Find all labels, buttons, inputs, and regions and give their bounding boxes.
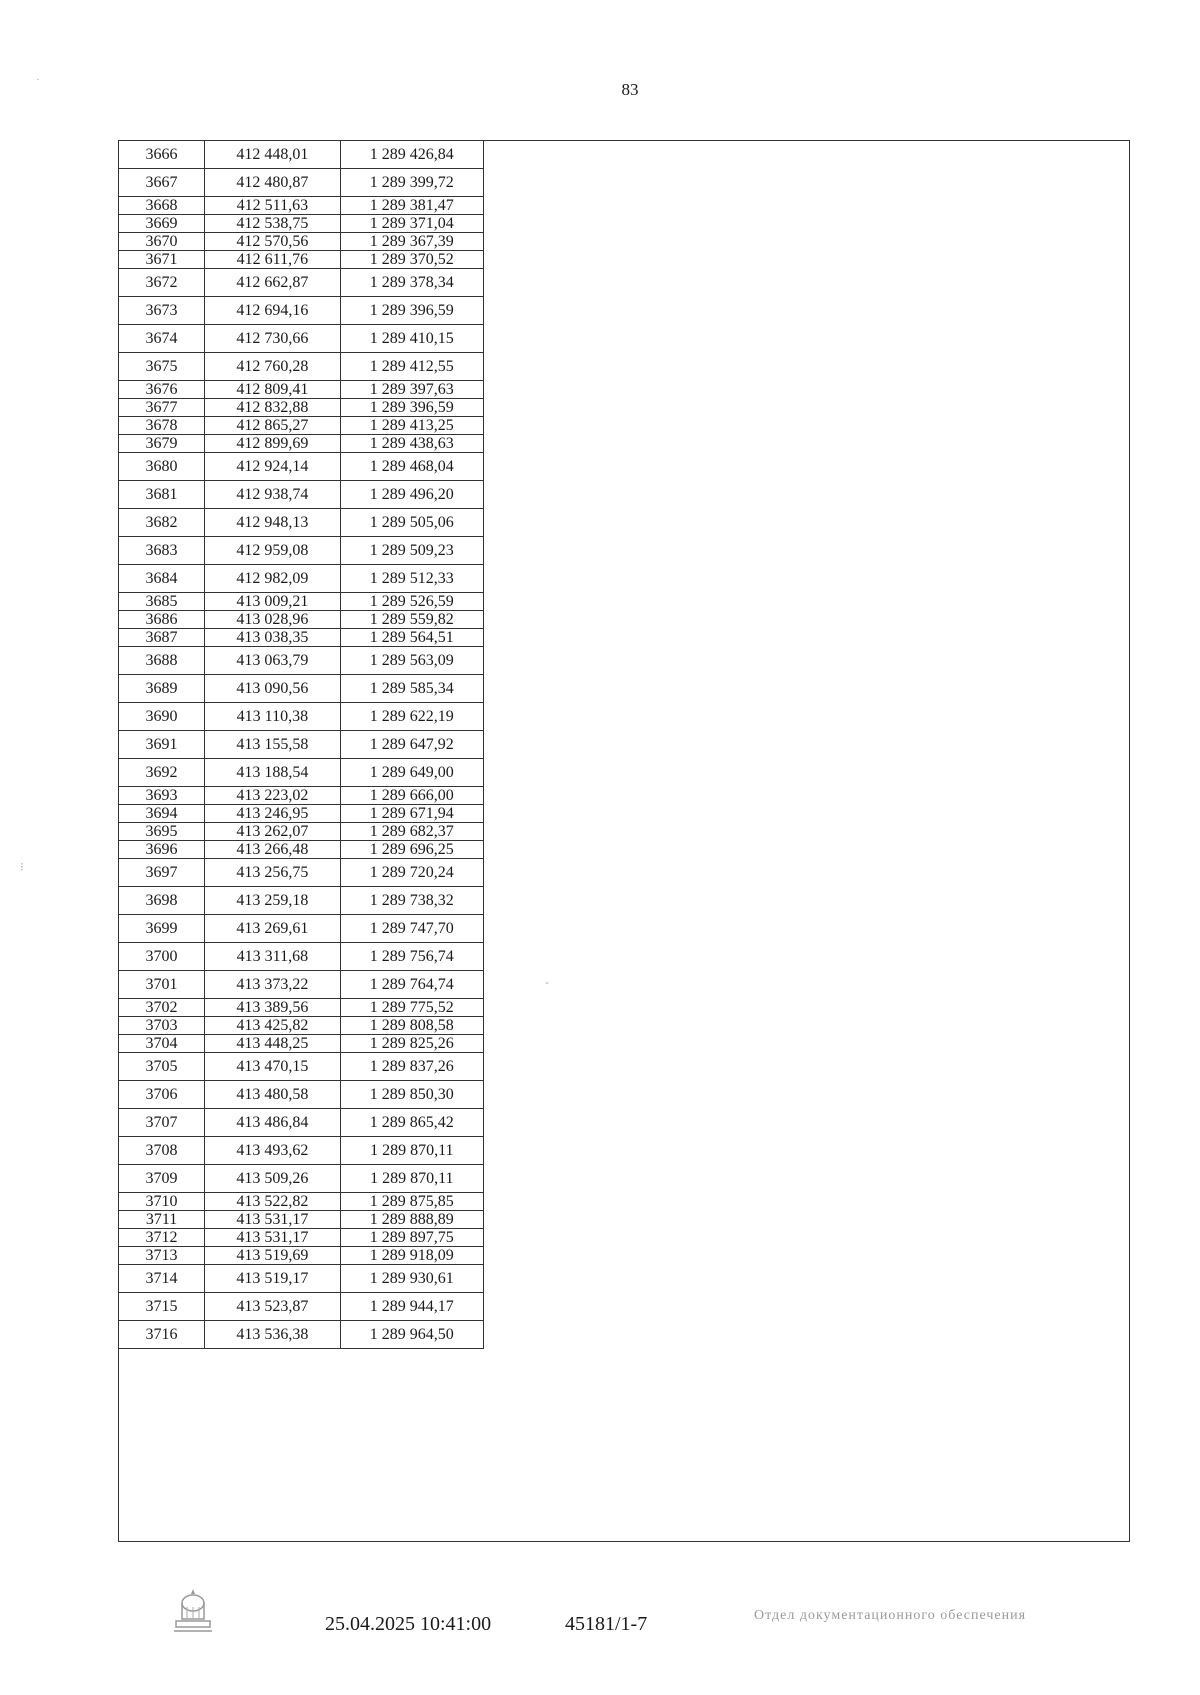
table-row — [119, 805, 484, 823]
point-number-cell: 3679 — [119, 435, 205, 453]
point-number-cell: 3699 — [119, 915, 205, 943]
coord-x-cell: 412 899,69 — [205, 435, 341, 453]
coord-y-cell: 1 289 396,59 — [340, 399, 483, 417]
table-row — [119, 1321, 484, 1349]
coord-y-cell: 1 289 622,19 — [340, 703, 483, 731]
coord-x-cell: 413 063,79 — [205, 647, 341, 675]
point-number-cell: 3685 — [119, 593, 205, 611]
table-row — [119, 1081, 484, 1109]
point-number-cell: 3676 — [119, 381, 205, 399]
coord-x-cell: 412 924,14 — [205, 453, 341, 481]
table-row — [119, 915, 484, 943]
table-row — [119, 1265, 484, 1293]
coord-x-cell: 413 519,17 — [205, 1265, 341, 1293]
coord-y-cell: 1 289 808,58 — [340, 1017, 483, 1035]
point-number-cell: 3700 — [119, 943, 205, 971]
coord-x-cell: 412 948,13 — [205, 509, 341, 537]
point-number-cell: 3711 — [119, 1211, 205, 1229]
coord-y-cell: 1 289 370,52 — [340, 251, 483, 269]
coord-x-cell: 413 531,17 — [205, 1211, 341, 1229]
coord-y-cell: 1 289 918,09 — [340, 1247, 483, 1265]
coord-y-cell: 1 289 371,04 — [340, 215, 483, 233]
coord-y-cell: 1 289 944,17 — [340, 1293, 483, 1321]
point-number-cell: 3714 — [119, 1265, 205, 1293]
coord-y-cell: 1 289 666,00 — [340, 787, 483, 805]
point-number-cell: 3696 — [119, 841, 205, 859]
coord-y-cell: 1 289 512,33 — [340, 565, 483, 593]
coord-x-cell: 412 570,56 — [205, 233, 341, 251]
coord-x-cell: 412 832,88 — [205, 399, 341, 417]
coord-y-cell: 1 289 682,37 — [340, 823, 483, 841]
coord-x-cell: 413 531,17 — [205, 1229, 341, 1247]
table-row — [119, 269, 484, 297]
coord-y-cell: 1 289 870,11 — [340, 1137, 483, 1165]
coord-x-cell: 413 256,75 — [205, 859, 341, 887]
table-row — [119, 823, 484, 841]
coord-x-cell: 412 511,63 — [205, 197, 341, 215]
coord-x-cell: 412 959,08 — [205, 537, 341, 565]
coord-y-cell: 1 289 426,84 — [340, 141, 483, 169]
coord-x-cell: 413 246,95 — [205, 805, 341, 823]
point-number-cell: 3689 — [119, 675, 205, 703]
table-row — [119, 565, 484, 593]
table-row — [119, 481, 484, 509]
point-number-cell: 3698 — [119, 887, 205, 915]
coord-x-cell: 413 262,07 — [205, 823, 341, 841]
point-number-cell: 3697 — [119, 859, 205, 887]
table-row — [119, 297, 484, 325]
coord-x-cell: 413 110,38 — [205, 703, 341, 731]
table-row — [119, 1193, 484, 1211]
coord-y-cell: 1 289 875,85 — [340, 1193, 483, 1211]
coord-x-cell: 413 425,82 — [205, 1017, 341, 1035]
table-row — [119, 1293, 484, 1321]
coord-y-cell: 1 289 397,63 — [340, 381, 483, 399]
coord-y-cell: 1 289 509,23 — [340, 537, 483, 565]
coord-x-cell: 413 486,84 — [205, 1109, 341, 1137]
coord-x-cell: 413 266,48 — [205, 841, 341, 859]
coord-y-cell: 1 289 720,24 — [340, 859, 483, 887]
coord-y-cell: 1 289 438,63 — [340, 435, 483, 453]
table-row — [119, 731, 484, 759]
coord-y-cell: 1 289 559,82 — [340, 611, 483, 629]
coord-y-cell: 1 289 413,25 — [340, 417, 483, 435]
point-number-cell: 3704 — [119, 1035, 205, 1053]
coord-x-cell: 413 448,25 — [205, 1035, 341, 1053]
page-number: 83 — [621, 80, 639, 99]
table-row — [119, 417, 484, 435]
footer-doc-code: 45181/1-7 — [565, 1613, 648, 1635]
point-number-cell: 3670 — [119, 233, 205, 251]
table-row — [119, 703, 484, 731]
coord-y-cell: 1 289 837,26 — [340, 1053, 483, 1081]
point-number-cell: 3677 — [119, 399, 205, 417]
point-number-cell: 3687 — [119, 629, 205, 647]
table-row — [119, 1211, 484, 1229]
coord-y-cell: 1 289 496,20 — [340, 481, 483, 509]
point-number-cell: 3715 — [119, 1293, 205, 1321]
point-number-cell: 3674 — [119, 325, 205, 353]
coord-y-cell: 1 289 850,30 — [340, 1081, 483, 1109]
coord-x-cell: 413 519,69 — [205, 1247, 341, 1265]
point-number-cell: 3675 — [119, 353, 205, 381]
coordinates-table-body — [119, 141, 484, 1349]
coord-y-cell: 1 289 865,42 — [340, 1109, 483, 1137]
table-row — [119, 943, 484, 971]
emblem-icon — [172, 1585, 214, 1635]
coord-y-cell: 1 289 399,72 — [340, 169, 483, 197]
table-row — [119, 1137, 484, 1165]
coord-x-cell: 413 389,56 — [205, 999, 341, 1017]
coord-y-cell: 1 289 378,34 — [340, 269, 483, 297]
coord-y-cell: 1 289 410,15 — [340, 325, 483, 353]
table-row — [119, 1053, 484, 1081]
point-number-cell: 3701 — [119, 971, 205, 999]
coord-y-cell: 1 289 585,34 — [340, 675, 483, 703]
point-number-cell: 3682 — [119, 509, 205, 537]
coord-y-cell: 1 289 738,32 — [340, 887, 483, 915]
point-number-cell: 3667 — [119, 169, 205, 197]
coord-x-cell: 412 938,74 — [205, 481, 341, 509]
coord-x-cell: 412 448,01 — [205, 141, 341, 169]
coord-x-cell: 413 493,62 — [205, 1137, 341, 1165]
table-row — [119, 1229, 484, 1247]
coord-x-cell: 412 694,16 — [205, 297, 341, 325]
footer-stamp: Отдел документационного обеспечения — [753, 1608, 1027, 1623]
coord-x-cell: 413 009,21 — [205, 593, 341, 611]
coord-x-cell: 413 038,35 — [205, 629, 341, 647]
point-number-cell: 3707 — [119, 1109, 205, 1137]
coord-x-cell: 413 155,58 — [205, 731, 341, 759]
scan-speck: · — [36, 72, 40, 86]
coord-y-cell: 1 289 756,74 — [340, 943, 483, 971]
table-row — [119, 381, 484, 399]
coord-x-cell: 413 028,96 — [205, 611, 341, 629]
coord-y-cell: 1 289 696,25 — [340, 841, 483, 859]
coord-x-cell: 413 480,58 — [205, 1081, 341, 1109]
coord-y-cell: 1 289 888,89 — [340, 1211, 483, 1229]
point-number-cell: 3702 — [119, 999, 205, 1017]
coord-y-cell: 1 289 897,75 — [340, 1229, 483, 1247]
table-row — [119, 353, 484, 381]
point-number-cell: 3693 — [119, 787, 205, 805]
coord-y-cell: 1 289 526,59 — [340, 593, 483, 611]
point-number-cell: 3686 — [119, 611, 205, 629]
table-row — [119, 971, 484, 999]
coord-x-cell: 412 730,66 — [205, 325, 341, 353]
point-number-cell: 3703 — [119, 1017, 205, 1035]
point-number-cell: 3688 — [119, 647, 205, 675]
coord-x-cell: 412 809,41 — [205, 381, 341, 399]
point-number-cell: 3673 — [119, 297, 205, 325]
point-number-cell: 3691 — [119, 731, 205, 759]
coord-x-cell: 413 259,18 — [205, 887, 341, 915]
table-row — [119, 509, 484, 537]
coord-y-cell: 1 289 468,04 — [340, 453, 483, 481]
point-number-cell: 3669 — [119, 215, 205, 233]
point-number-cell: 3716 — [119, 1321, 205, 1349]
table-row — [119, 1247, 484, 1265]
table-row — [119, 435, 484, 453]
coord-y-cell: 1 289 396,59 — [340, 297, 483, 325]
point-number-cell: 3666 — [119, 141, 205, 169]
coord-y-cell: 1 289 367,39 — [340, 233, 483, 251]
coord-y-cell: 1 289 747,70 — [340, 915, 483, 943]
coord-x-cell: 413 470,15 — [205, 1053, 341, 1081]
coord-y-cell: 1 289 563,09 — [340, 647, 483, 675]
table-row — [119, 537, 484, 565]
point-number-cell: 3671 — [119, 251, 205, 269]
coord-x-cell: 413 522,82 — [205, 1193, 341, 1211]
table-row — [119, 1109, 484, 1137]
coord-y-cell: 1 289 964,50 — [340, 1321, 483, 1349]
coord-x-cell: 413 090,56 — [205, 675, 341, 703]
table-row — [119, 197, 484, 215]
table-row — [119, 629, 484, 647]
coord-x-cell: 413 523,87 — [205, 1293, 341, 1321]
table-row — [119, 675, 484, 703]
point-number-cell: 3681 — [119, 481, 205, 509]
table-row — [119, 453, 484, 481]
coord-x-cell: 412 538,75 — [205, 215, 341, 233]
point-number-cell: 3672 — [119, 269, 205, 297]
coord-x-cell: 413 223,02 — [205, 787, 341, 805]
coord-x-cell: 413 269,61 — [205, 915, 341, 943]
coord-y-cell: 1 289 505,06 — [340, 509, 483, 537]
table-row — [119, 141, 484, 169]
coord-x-cell: 413 536,38 — [205, 1321, 341, 1349]
table-row — [119, 1035, 484, 1053]
scan-speck: ⁝ — [20, 860, 24, 874]
coord-y-cell: 1 289 564,51 — [340, 629, 483, 647]
coord-x-cell: 412 662,87 — [205, 269, 341, 297]
point-number-cell: 3680 — [119, 453, 205, 481]
coord-x-cell: 413 311,68 — [205, 943, 341, 971]
coord-y-cell: 1 289 825,26 — [340, 1035, 483, 1053]
point-number-cell: 3708 — [119, 1137, 205, 1165]
coord-y-cell: 1 289 649,00 — [340, 759, 483, 787]
coordinates-table — [118, 140, 484, 1349]
coord-x-cell: 412 865,27 — [205, 417, 341, 435]
table-row — [119, 647, 484, 675]
table-row — [119, 593, 484, 611]
coord-x-cell: 413 373,22 — [205, 971, 341, 999]
coord-x-cell: 412 480,87 — [205, 169, 341, 197]
footer-datetime: 25.04.2025 10:41:00 — [325, 1613, 492, 1635]
point-number-cell: 3690 — [119, 703, 205, 731]
scan-speck: - — [545, 975, 549, 989]
point-number-cell: 3710 — [119, 1193, 205, 1211]
point-number-cell: 3695 — [119, 823, 205, 841]
table-row — [119, 325, 484, 353]
table-row — [119, 841, 484, 859]
point-number-cell: 3684 — [119, 565, 205, 593]
coord-y-cell: 1 289 381,47 — [340, 197, 483, 215]
coord-x-cell: 412 982,09 — [205, 565, 341, 593]
point-number-cell: 3694 — [119, 805, 205, 823]
table-row — [119, 999, 484, 1017]
table-row — [119, 611, 484, 629]
table-row — [119, 859, 484, 887]
coord-y-cell: 1 289 930,61 — [340, 1265, 483, 1293]
point-number-cell: 3705 — [119, 1053, 205, 1081]
point-number-cell: 3692 — [119, 759, 205, 787]
table-row — [119, 233, 484, 251]
table-row — [119, 169, 484, 197]
table-row — [119, 251, 484, 269]
coord-x-cell: 412 760,28 — [205, 353, 341, 381]
point-number-cell: 3678 — [119, 417, 205, 435]
table-row — [119, 1017, 484, 1035]
table-row — [119, 887, 484, 915]
point-number-cell: 3713 — [119, 1247, 205, 1265]
coord-y-cell: 1 289 764,74 — [340, 971, 483, 999]
coord-y-cell: 1 289 775,52 — [340, 999, 483, 1017]
coord-y-cell: 1 289 671,94 — [340, 805, 483, 823]
point-number-cell: 3668 — [119, 197, 205, 215]
point-number-cell: 3683 — [119, 537, 205, 565]
table-row — [119, 215, 484, 233]
table-row — [119, 787, 484, 805]
coord-y-cell: 1 289 647,92 — [340, 731, 483, 759]
table-row — [119, 1165, 484, 1193]
coord-x-cell: 413 188,54 — [205, 759, 341, 787]
coord-y-cell: 1 289 412,55 — [340, 353, 483, 381]
point-number-cell: 3712 — [119, 1229, 205, 1247]
coord-y-cell: 1 289 870,11 — [340, 1165, 483, 1193]
table-row — [119, 759, 484, 787]
coord-x-cell: 413 509,26 — [205, 1165, 341, 1193]
point-number-cell: 3709 — [119, 1165, 205, 1193]
point-number-cell: 3706 — [119, 1081, 205, 1109]
coord-x-cell: 412 611,76 — [205, 251, 341, 269]
table-row — [119, 399, 484, 417]
